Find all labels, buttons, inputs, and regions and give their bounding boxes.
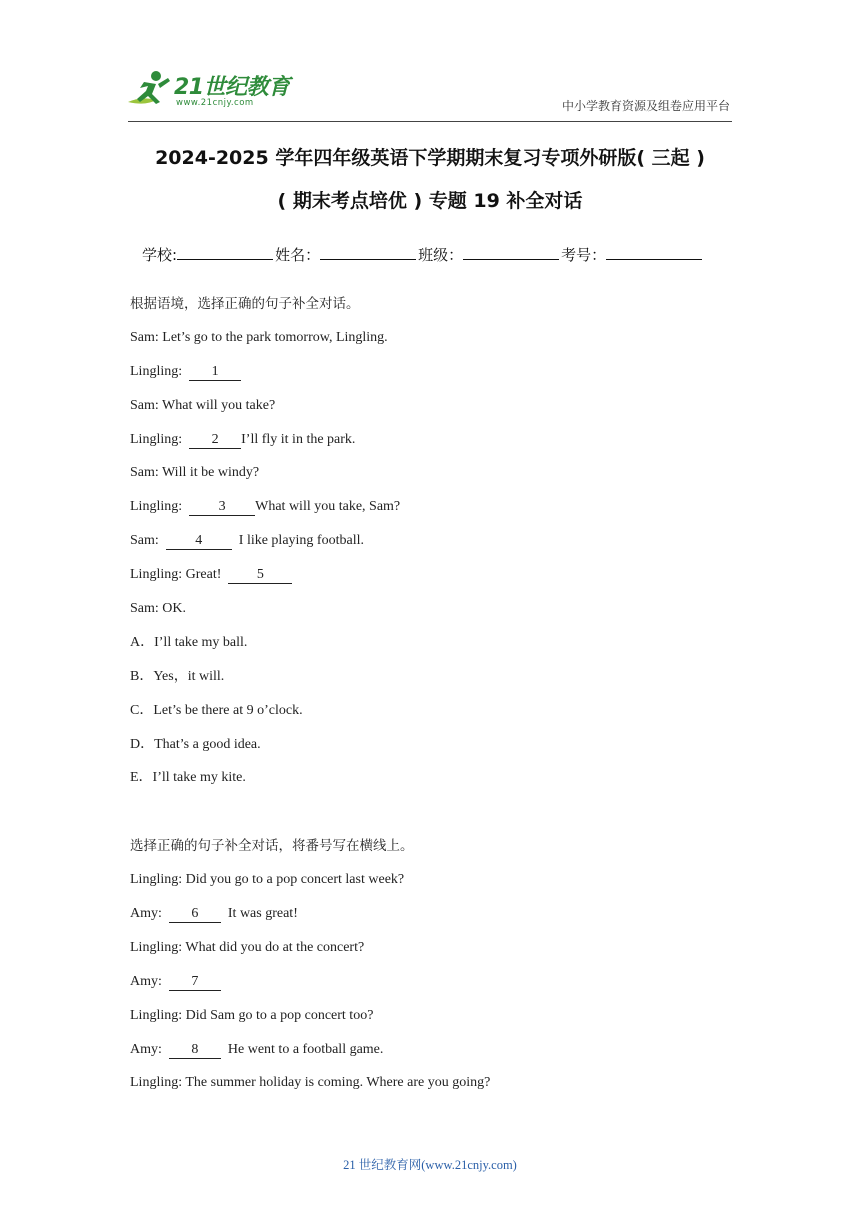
dialogue-line [130, 531, 750, 565]
page-title-line2: ( 期末考点培优 ) 专题 19 补全对话 [277, 190, 583, 212]
option-item: C．Let’s be there at 9 o’clock. [130, 702, 303, 718]
answer-blank[interactable]: 2 [189, 432, 241, 449]
dialogue-line [130, 463, 750, 497]
logo-subtext: www.21cnjy.com [176, 98, 254, 108]
dialogue-text: Did you go to a pop concert last week? [182, 872, 405, 888]
dialogue-line [130, 430, 750, 464]
logo-text: 21世纪教育 [174, 75, 290, 100]
dialogue-text: He went to a football game. [220, 1041, 384, 1057]
speaker-label: Lingling: [130, 1007, 183, 1023]
dialogue-line [130, 904, 750, 938]
dialogue-text [162, 1042, 169, 1057]
section2-dialogue [130, 870, 750, 1107]
section-gap [130, 802, 750, 836]
speaker-label: Sam: [130, 397, 159, 413]
dialogue-line [130, 362, 750, 396]
dialogue-line [130, 938, 750, 972]
dialogue-line [130, 328, 750, 362]
dialogue-line [130, 1073, 750, 1107]
dialogue-text: OK. [158, 601, 187, 617]
dialogue-text: It was great! [220, 906, 298, 922]
section1-dialogue [130, 328, 750, 633]
option-item: D．That’s a good idea. [130, 736, 261, 752]
dialogue-text [162, 906, 169, 921]
answer-blank[interactable]: 1 [189, 364, 241, 381]
answer-blank[interactable]: 4 [166, 533, 232, 550]
dialogue-line [130, 1040, 750, 1074]
dialogue-text: Great! [182, 567, 229, 583]
speaker-label: Lingling: [130, 499, 183, 515]
dialogue-line [130, 497, 750, 531]
dialogue-text: What will you take? [158, 397, 276, 413]
dialogue-text: Did Sam go to a pop concert too? [182, 1007, 374, 1023]
page-title-line1: 2024-2025 学年四年级英语下学期期末复习专项外研版( 三起 ) [155, 147, 705, 169]
speaker-label: Amy: [130, 1041, 162, 1057]
option-item: B．Yes，it will. [130, 668, 225, 684]
exercise-content [130, 294, 750, 1107]
speaker-label: Lingling: [130, 1075, 183, 1091]
dialogue-text [182, 499, 189, 514]
speaker-label: Sam: [130, 465, 159, 481]
header-divider [128, 121, 732, 122]
dialogue-text: The summer holiday is coming. Where are you going? [182, 1075, 491, 1091]
dialogue-text [159, 533, 166, 548]
dialogue-text: What did you do at the concert? [182, 939, 365, 955]
student-info-row [142, 244, 704, 265]
dialogue-text [182, 364, 189, 379]
name-blank[interactable] [320, 245, 416, 260]
name-label: 姓名： [275, 246, 321, 264]
section1-instruction: 根据语境，选择正确的句子补全对话。 [130, 296, 360, 312]
answer-blank[interactable]: 3 [189, 499, 255, 516]
speaker-label: Sam: [130, 329, 159, 345]
platform-label: 中小学教育资源及组卷应用平台 [561, 99, 730, 113]
dialogue-text: I’ll fly it in the park. [241, 431, 356, 447]
section1-options [130, 633, 750, 802]
dialogue-line [130, 972, 750, 1006]
runner-logo-icon [122, 66, 174, 112]
option-item: A．I’ll take my ball. [130, 634, 248, 650]
dialogue-text: I like playing football. [231, 533, 364, 549]
speaker-label: Lingling: [130, 431, 183, 447]
page-footer: 21 世纪教育网(www.21cnjy.com) [343, 1158, 517, 1172]
number-label: 考号： [561, 246, 607, 264]
dialogue-text: Let’s go to the park tomorrow, Lingling. [158, 329, 388, 345]
class-blank[interactable] [463, 245, 559, 260]
speaker-label: Amy: [130, 973, 162, 989]
speaker-label: Lingling: [130, 363, 183, 379]
dialogue-text: Will it be windy? [158, 465, 260, 481]
dialogue-text [182, 432, 189, 447]
answer-blank[interactable]: 8 [169, 1042, 221, 1059]
speaker-label: Lingling: [130, 872, 183, 888]
answer-blank[interactable]: 6 [169, 906, 221, 923]
speaker-label: Sam: [130, 601, 159, 617]
section2-instruction: 选择正确的句子补全对话，将番号写在横线上。 [130, 838, 414, 855]
speaker-label: Sam: [130, 533, 159, 549]
logo [122, 66, 292, 116]
option-item: E．I’ll take my kite. [130, 770, 246, 786]
dialogue-text [162, 974, 169, 989]
school-blank[interactable] [177, 245, 273, 260]
answer-blank[interactable]: 5 [228, 567, 292, 584]
school-label: 学校: [142, 246, 178, 264]
dialogue-text: What will you take, Sam? [255, 499, 401, 515]
dialogue-line [130, 870, 750, 904]
speaker-label: Amy: [130, 906, 162, 922]
answer-blank[interactable]: 7 [169, 974, 221, 991]
page-header [0, 0, 860, 125]
number-blank[interactable] [606, 245, 702, 260]
dialogue-line [130, 565, 750, 599]
dialogue-line [130, 1006, 750, 1040]
speaker-label: Lingling: [130, 567, 183, 583]
dialogue-line [130, 396, 750, 430]
speaker-label: Lingling: [130, 939, 183, 955]
class-label: 班级： [418, 246, 464, 264]
dialogue-line [130, 599, 750, 633]
